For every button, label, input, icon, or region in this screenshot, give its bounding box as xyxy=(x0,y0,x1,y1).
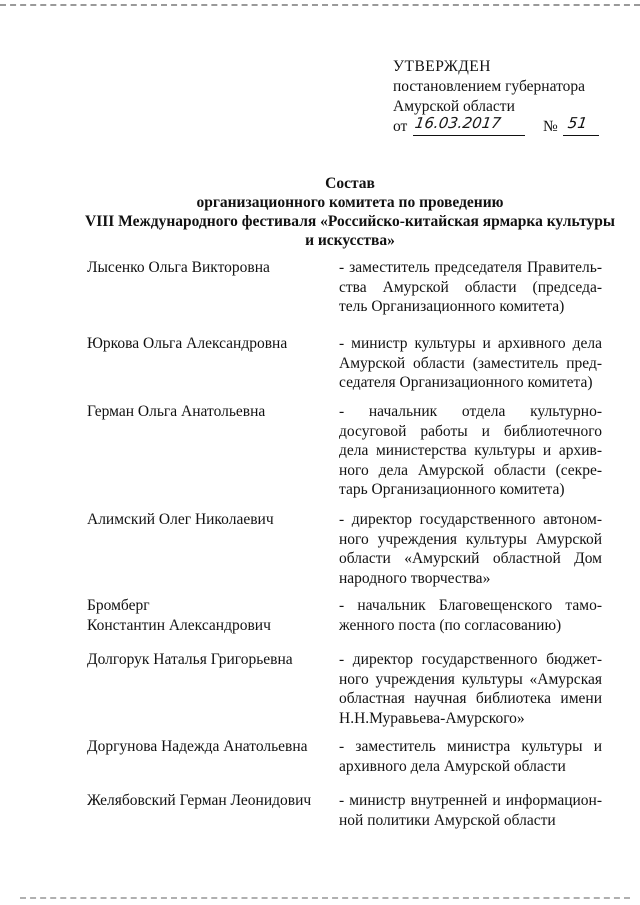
scan-edge-bottom xyxy=(20,897,630,899)
member-role-line: области «Амурский областной Дом xyxy=(339,550,602,567)
member-role-line: ного учреждения культуры Амурской xyxy=(339,530,602,548)
member-name xyxy=(87,737,327,757)
title-line-1: Состав xyxy=(325,175,375,192)
document-title xyxy=(70,174,630,250)
member-role-line: Н.Н.Муравьева-Амурского» xyxy=(339,709,525,727)
title-line-3: VIII Международного фестиваля «Российско-китайская ярмарка культуры xyxy=(85,213,615,230)
member-name-line: Лысенко Ольга Викторовна xyxy=(87,259,270,276)
member-role xyxy=(339,334,602,393)
handwritten-number: 51 xyxy=(566,114,589,132)
member-role-line: женного поста (по согласованию) xyxy=(339,616,562,634)
title-line-4: и искусства» xyxy=(305,232,395,249)
member-role xyxy=(339,510,602,588)
member-role-line: седателя Организационного комитета) xyxy=(339,374,593,391)
member-role xyxy=(339,650,602,728)
member-role xyxy=(339,258,602,317)
member-name xyxy=(87,510,327,530)
member-role-line: - министр культуры и архивного дела xyxy=(339,335,602,352)
member-role-line: - министр внутренней и информацион- xyxy=(339,792,602,809)
member-role-line: - заместитель председателя Правитель- xyxy=(339,259,602,276)
member-name-line: Герман Ольга Анатольевна xyxy=(87,403,266,420)
approval-date-line xyxy=(393,114,623,139)
member-name-line: Юркова Ольга Александровна xyxy=(87,335,288,352)
member-role-line: тель Организационного комитета) xyxy=(339,298,565,315)
member-name-line: Алимский Олег Николаевич xyxy=(87,511,274,528)
member-role-line: ной политики Амурской области xyxy=(339,811,556,829)
member-role-line: ного учреждения культуры «Амурская xyxy=(339,670,602,688)
member-name xyxy=(87,596,327,635)
member-name-line: Желябовский Герман Леонидович xyxy=(87,792,312,809)
title-line-2: организационного комитета по проведению xyxy=(196,194,504,211)
member-role xyxy=(339,737,602,776)
member-name-line: Доргунова Надежда Анатольевна xyxy=(87,738,308,755)
member-role-line: ного дела Амурской области (секре- xyxy=(339,461,602,479)
member-role-line: тарь Организационного комитета) xyxy=(339,481,565,498)
member-role-line: - директор государственного бюджет- xyxy=(339,651,602,668)
member-role-line: народного творчества» xyxy=(339,569,491,587)
member-role-line: - начальник отдела культурно- xyxy=(339,403,602,420)
number-underline xyxy=(563,135,599,136)
member-role-line: ства Амурской области (председа- xyxy=(339,278,602,296)
member-name-line: Константин Александрович xyxy=(87,616,271,634)
member-name xyxy=(87,258,327,278)
member-role xyxy=(339,596,602,635)
member-role xyxy=(339,402,602,500)
approval-line-1: постановлением губернатора xyxy=(393,78,586,95)
handwritten-date: 16.03.2017 xyxy=(413,114,503,132)
member-name xyxy=(87,402,327,422)
approval-line-2: Амурской области xyxy=(393,98,515,115)
member-role-line: областная научная библиотека имени xyxy=(339,690,602,707)
member-name-line: Бромберг xyxy=(87,597,150,614)
from-label: от xyxy=(393,118,408,135)
approval-heading: УТВЕРЖДЕН xyxy=(393,58,491,75)
date-underline xyxy=(413,135,525,136)
number-label: № xyxy=(543,118,558,135)
approval-stamp xyxy=(393,57,623,139)
scan-edge-top xyxy=(0,4,640,12)
member-role xyxy=(339,791,602,830)
member-role-line: - заместитель министра культуры и xyxy=(339,738,602,755)
member-role-line: досуговой работы и библиотечного xyxy=(339,422,602,440)
member-role-line: Амурской области (заместитель пред- xyxy=(339,354,602,372)
member-name xyxy=(87,791,327,811)
member-name xyxy=(87,650,327,670)
member-role-line: дела министерства культуры и архив- xyxy=(339,442,602,459)
member-role-line: архивного дела Амурской области xyxy=(339,757,566,775)
member-name xyxy=(87,334,327,354)
member-name-line: Долгорук Наталья Григорьевна xyxy=(87,651,293,668)
member-role-line: - директор государственного автоном- xyxy=(339,511,602,528)
member-role-line: - начальник Благовещенского тамо- xyxy=(339,597,602,614)
